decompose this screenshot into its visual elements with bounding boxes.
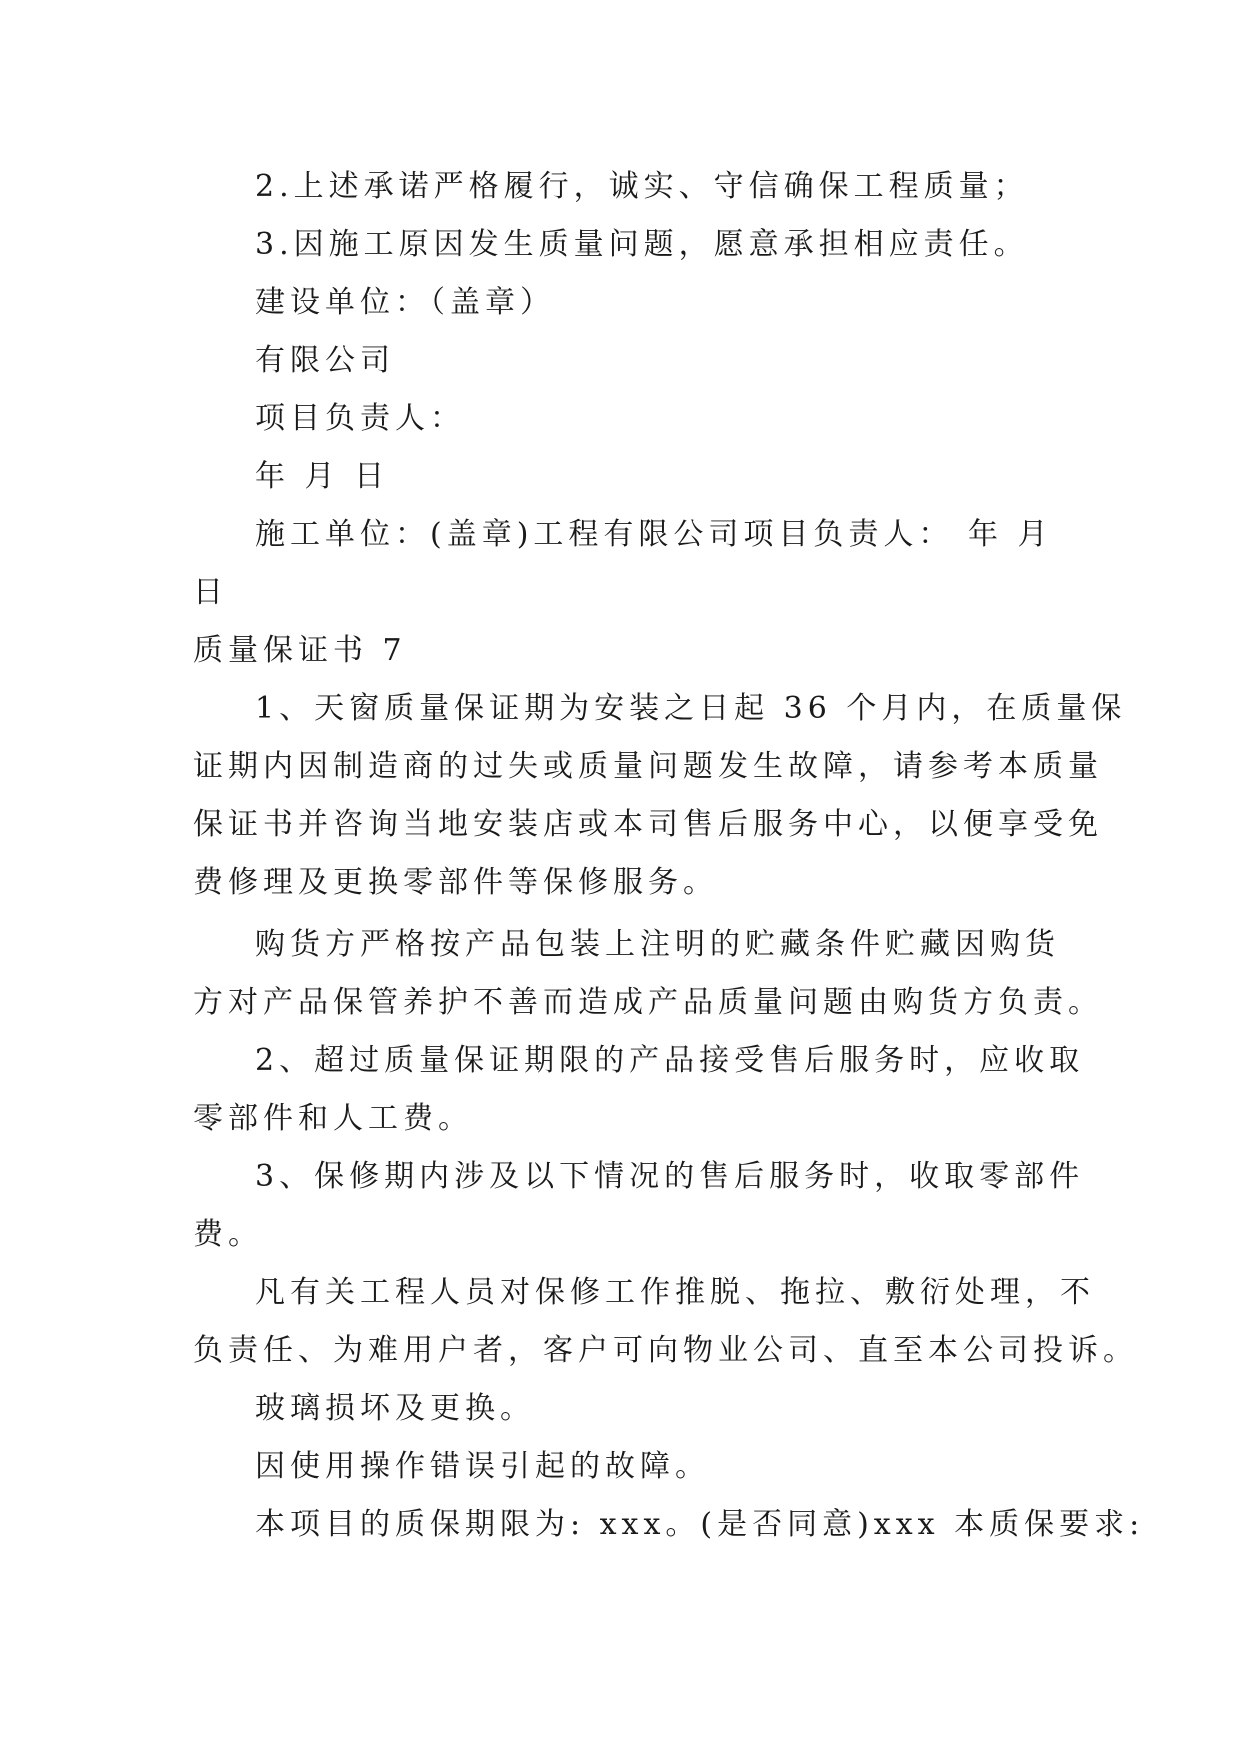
- text-line: 玻璃损坏及更换。: [255, 1391, 535, 1426]
- text-line: 方对产品保管养护不善而造成产品质量问题由购货方负责。: [193, 985, 1103, 1020]
- text-line: 3、保修期内涉及以下情况的售后服务时，收取零部件: [255, 1159, 1085, 1194]
- text-line: 2.上述承诺严格履行，诚实、守信确保工程质量；: [255, 169, 1029, 204]
- text-line: 费。: [193, 1217, 263, 1252]
- text-line: 费修理及更换零部件等保修服务。: [193, 865, 718, 900]
- text-line: 购货方严格按产品包装上注明的贮藏条件贮藏因购货: [255, 927, 1060, 962]
- text-line: 施工单位：(盖章)工程有限公司项目负责人： 年 月: [255, 517, 1053, 552]
- text-line: 本项目的质保期限为: xxx。(是否同意)xxx 本质保要求:: [255, 1507, 1145, 1542]
- text-line: 有限公司: [255, 343, 395, 378]
- date-line: 年 月 日: [255, 459, 390, 494]
- text-line: 凡有关工程人员对保修工作推脱、拖拉、敷衍处理，不: [255, 1275, 1095, 1310]
- text-line: 1、天窗质量保证期为安装之日起 36 个月内，在质量保: [255, 691, 1127, 726]
- text-line: 3.因施工原因发生质量问题，愿意承担相应责任。: [255, 227, 1029, 262]
- text-line: 日: [193, 575, 228, 610]
- text-line: 2、超过质量保证期限的产品接受售后服务时，应收取: [255, 1043, 1085, 1078]
- text-line: 保证书并咨询当地安装店或本司售后服务中心，以便享受免: [193, 807, 1103, 842]
- section-heading: 质量保证书 7: [193, 633, 407, 668]
- text-line: 项目负责人：: [255, 401, 465, 436]
- text-line: 建设单位：（盖章）: [255, 285, 555, 320]
- text-line: 零部件和人工费。: [193, 1101, 473, 1136]
- text-line: 因使用操作错误引起的故障。: [255, 1449, 710, 1484]
- text-line: 负责任、为难用户者，客户可向物业公司、直至本公司投诉。: [193, 1333, 1138, 1368]
- text-line: 证期内因制造商的过失或质量问题发生故障，请参考本质量: [193, 749, 1103, 784]
